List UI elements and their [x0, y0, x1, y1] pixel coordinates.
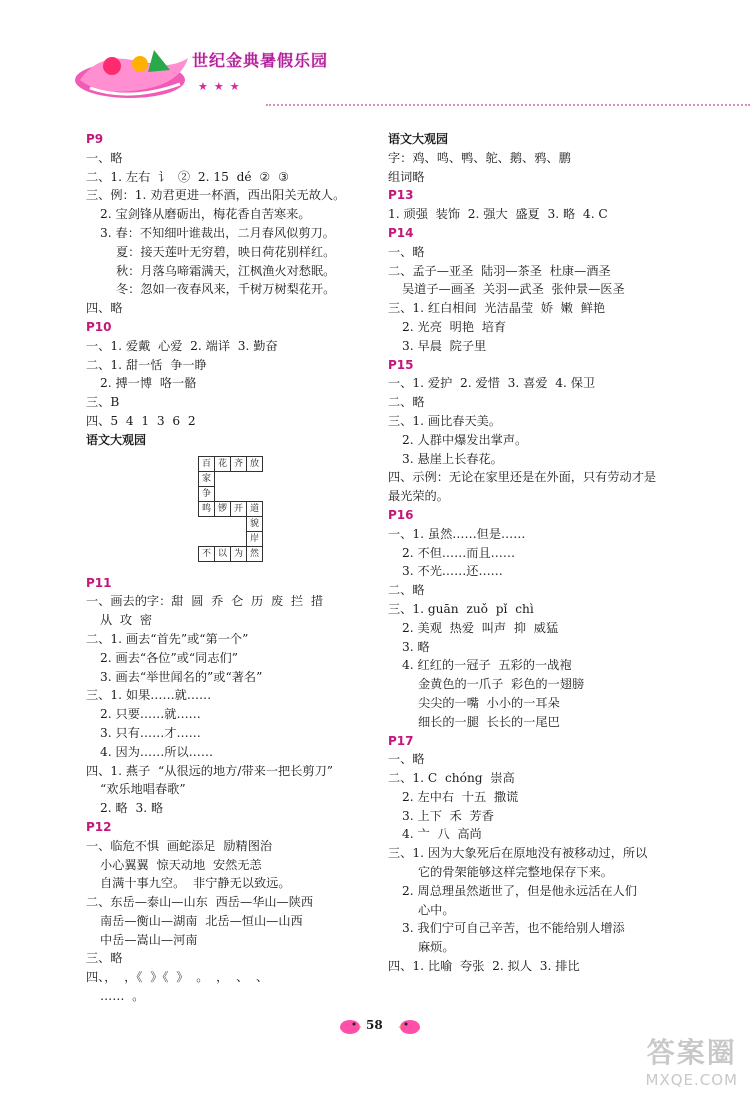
answer-line: 尖尖的一嘴 小小的一耳朵	[418, 695, 560, 710]
answer-line: 三、1. 画比春天美。	[388, 413, 502, 428]
answer-line: 3. 早晨 院子里	[402, 338, 487, 353]
crossword-cell: 争	[198, 486, 215, 502]
answer-line: 3. 我们宁可自己辛苦，也不能给别人增添	[402, 921, 625, 936]
page-heading: P16	[388, 507, 414, 522]
idiom-crossword-grid	[198, 456, 268, 564]
answer-line: 细长的一腿 长长的一尾巴	[418, 714, 560, 729]
answer-line: 四、1. 比喻 夸张 2. 拟人 3. 排比	[388, 959, 580, 974]
crossword-cell: 放	[246, 456, 263, 472]
crossword-cell: 不	[198, 546, 215, 562]
answer-line: 四、5 4 1 3 6 2	[86, 413, 196, 428]
answer-line: 3. 悬崖上长春花。	[402, 451, 503, 466]
answer-line: 2. 光亮 明艳 培育	[402, 319, 507, 334]
crossword-cell: 花	[214, 456, 231, 472]
answer-line: 4. 亠 八 高尚	[402, 827, 482, 842]
answer-line: 秋：月落乌啼霜满天，江枫渔火对愁眠。	[116, 263, 336, 278]
answer-line: 三、例：1. 劝君更进一杯酒，西出阳关无故人。	[86, 188, 346, 203]
answer-line: 从 攻 密	[100, 613, 153, 628]
answer-line: 三、1. 红白相间 光洁晶莹 娇 嫩 鲜艳	[388, 301, 606, 316]
decorative-stars: ★★★	[198, 80, 246, 93]
answer-line: 中岳—嵩山—河南	[100, 932, 198, 947]
answer-line: 4. 红红的一冠子 五彩的一战袍	[402, 658, 572, 673]
answer-line: 它的骨架能够这样完整地保存下来。	[418, 865, 613, 880]
answer-line: 2. 人群中爆发出掌声。	[402, 432, 528, 447]
answer-line: 二、1. C chóng 崇高	[388, 771, 515, 786]
answer-line: 二、1. 左右 讠 ② 2. 15 dé ② ③	[86, 169, 289, 184]
crossword-cell: 百	[198, 456, 215, 472]
answer-line: 一、1. 爱护 2. 爱惜 3. 喜爱 4. 保卫	[388, 376, 596, 391]
answer-line: 三、略	[86, 951, 123, 966]
answer-line: 自满十事九空。 非宁静无以致远。	[100, 876, 291, 891]
answer-line: 3. 略	[402, 639, 430, 654]
answer-column-right	[388, 130, 688, 976]
answer-column-left	[86, 130, 386, 1006]
answer-line: 麻烦。	[418, 940, 455, 955]
crossword-cell: 齐	[230, 456, 247, 472]
answer-line: 3. 春：不知细叶谁裁出，二月春风似剪刀。	[100, 225, 335, 240]
answer-line: 心中。	[418, 902, 455, 917]
answer-line: 二、略	[388, 583, 425, 598]
answer-line: 夏：接天莲叶无穷碧，映日荷花别样红。	[116, 244, 336, 259]
answer-line: 三、1. 如果……就……	[86, 688, 212, 703]
crossword-cell: 锣	[214, 501, 231, 517]
answer-line: 南岳—衡山—湖南 北岳—恒山—山西	[100, 913, 303, 928]
page-number: 58	[366, 1018, 383, 1032]
answer-line: 二、略	[388, 395, 425, 410]
answer-line: 小心翼翼 惊天动地 安然无恙	[100, 857, 262, 872]
answer-line: 2. 搏一博 咯一骼	[100, 376, 197, 391]
crossword-cell: 鸣	[198, 501, 215, 517]
page-heading: P15	[388, 357, 414, 372]
page-heading: P9	[86, 132, 104, 146]
answer-line: 2. 略 3. 略	[100, 801, 164, 816]
crossword-cell: 然	[246, 546, 263, 562]
crossword-cell: 以	[214, 546, 231, 562]
answer-line: 一、略	[86, 150, 123, 165]
answer-line: 3. 画去“举世闻名的”或“著名”	[100, 669, 263, 684]
answer-line: 三、1. 因为大象死后在原地没有被移动过，所以	[388, 846, 648, 861]
answer-line: 3. 不光……还……	[402, 564, 503, 579]
answer-line: 3. 上下 禾 芳香	[402, 808, 494, 823]
answer-line: 一、略	[388, 752, 425, 767]
answer-line: 2. 美观 热爱 叫声 抑 威猛	[402, 620, 559, 635]
answer-line: 一、略	[388, 244, 425, 259]
page-footer	[0, 1015, 750, 1045]
crossword-cell: 家	[198, 471, 215, 487]
brand-title: 世纪金典暑假乐园	[192, 51, 329, 70]
answer-line: …… 。	[100, 989, 145, 1004]
section-heading: 语文大观园	[86, 432, 147, 447]
answer-line: 组词略	[388, 169, 425, 184]
answer-line: 三、B	[86, 395, 120, 410]
answer-line: 四、， ，《 》《 》 。 ， 、 、	[86, 970, 269, 985]
answer-line: 2. 不但……而且……	[402, 545, 516, 560]
header-divider	[266, 104, 750, 106]
answer-line: 一、画去的字：甜 圆 乔 仑 历 废 拦 措	[86, 594, 324, 609]
page-heading: P10	[86, 319, 112, 334]
answer-line: “欢乐地唱春歌”	[100, 782, 186, 797]
crossword-cell: 岸	[246, 531, 263, 547]
answer-line: 二、1. 画去“首先”或“第一个”	[86, 631, 249, 646]
cartoon-logo-icon	[70, 40, 200, 104]
answer-line: 3. 只有……才……	[100, 725, 201, 740]
answer-line: 4. 因为……所以……	[100, 744, 214, 759]
page-heading: P13	[388, 188, 414, 203]
answer-line: 三、1. guān zuǒ pǐ chì	[388, 601, 534, 616]
crossword-cell: 开	[230, 501, 247, 517]
answer-line: 2. 周总理虽然逝世了，但是他永远活在人们	[402, 883, 637, 898]
watermark-title: 答案圈	[646, 1036, 737, 1069]
answer-line: 四、1. 燕子 “从很远的地方/带来一把长剪刀”	[86, 763, 334, 778]
answer-line: 2. 只要……就……	[100, 707, 201, 722]
answer-line: 2. 左中右 十五 撒谎	[402, 789, 519, 804]
watermark-url: MXQE.COM	[645, 1071, 738, 1089]
answer-line: 1. 顽强 装饰 2. 强大 盛夏 3. 略 4. C	[388, 207, 608, 222]
answer-line: 最光荣的。	[388, 489, 449, 504]
page-header	[70, 38, 690, 108]
answer-line: 一、临危不惧 画蛇添足 励精图治	[86, 838, 273, 853]
section-heading: 语文大观园	[388, 132, 449, 146]
answer-line: 一、1. 爱戴 心爱 2. 端详 3. 勤奋	[86, 338, 278, 353]
answer-line: 四、略	[86, 301, 123, 316]
bird-icon	[338, 1015, 362, 1035]
crossword-cell: 为	[230, 546, 247, 562]
page-heading: P11	[86, 575, 112, 590]
crossword-cell: 道	[246, 501, 263, 517]
answer-line: 金黄色的一爪子 彩色的一翅膀	[418, 677, 585, 692]
page-heading: P12	[86, 819, 112, 834]
crossword-cell: 貌	[246, 516, 263, 532]
answer-line: 字：鸡、鸣、鸭、鸵、鹅、鸦、鹏	[388, 150, 571, 165]
answer-line: 四、示例：无论在家里还是在外面，只有劳动才是	[388, 470, 657, 485]
watermark	[646, 1031, 739, 1089]
answer-line: 冬：忽如一夜春风来，千树万树梨花开。	[116, 282, 336, 297]
page-heading: P14	[388, 225, 414, 240]
answer-line: 一、1. 虽然……但是……	[388, 526, 526, 541]
bird-icon	[398, 1015, 422, 1035]
page-heading: P17	[388, 733, 414, 748]
answer-line: 二、孟子—亚圣 陆羽—茶圣 杜康—酒圣	[388, 263, 611, 278]
answer-line: 二、1. 甜一恬 争一睁	[86, 357, 207, 372]
answer-line: 2. 画去“各位”或“同志们”	[100, 650, 238, 665]
answer-line: 2. 宝剑锋从磨砺出，梅花香自苦寒来。	[100, 207, 311, 222]
answer-line: 吴道子—画圣 关羽—武圣 张仲景—医圣	[402, 282, 625, 297]
answer-line: 二、东岳—泰山—山东 西岳—华山—陕西	[86, 895, 314, 910]
